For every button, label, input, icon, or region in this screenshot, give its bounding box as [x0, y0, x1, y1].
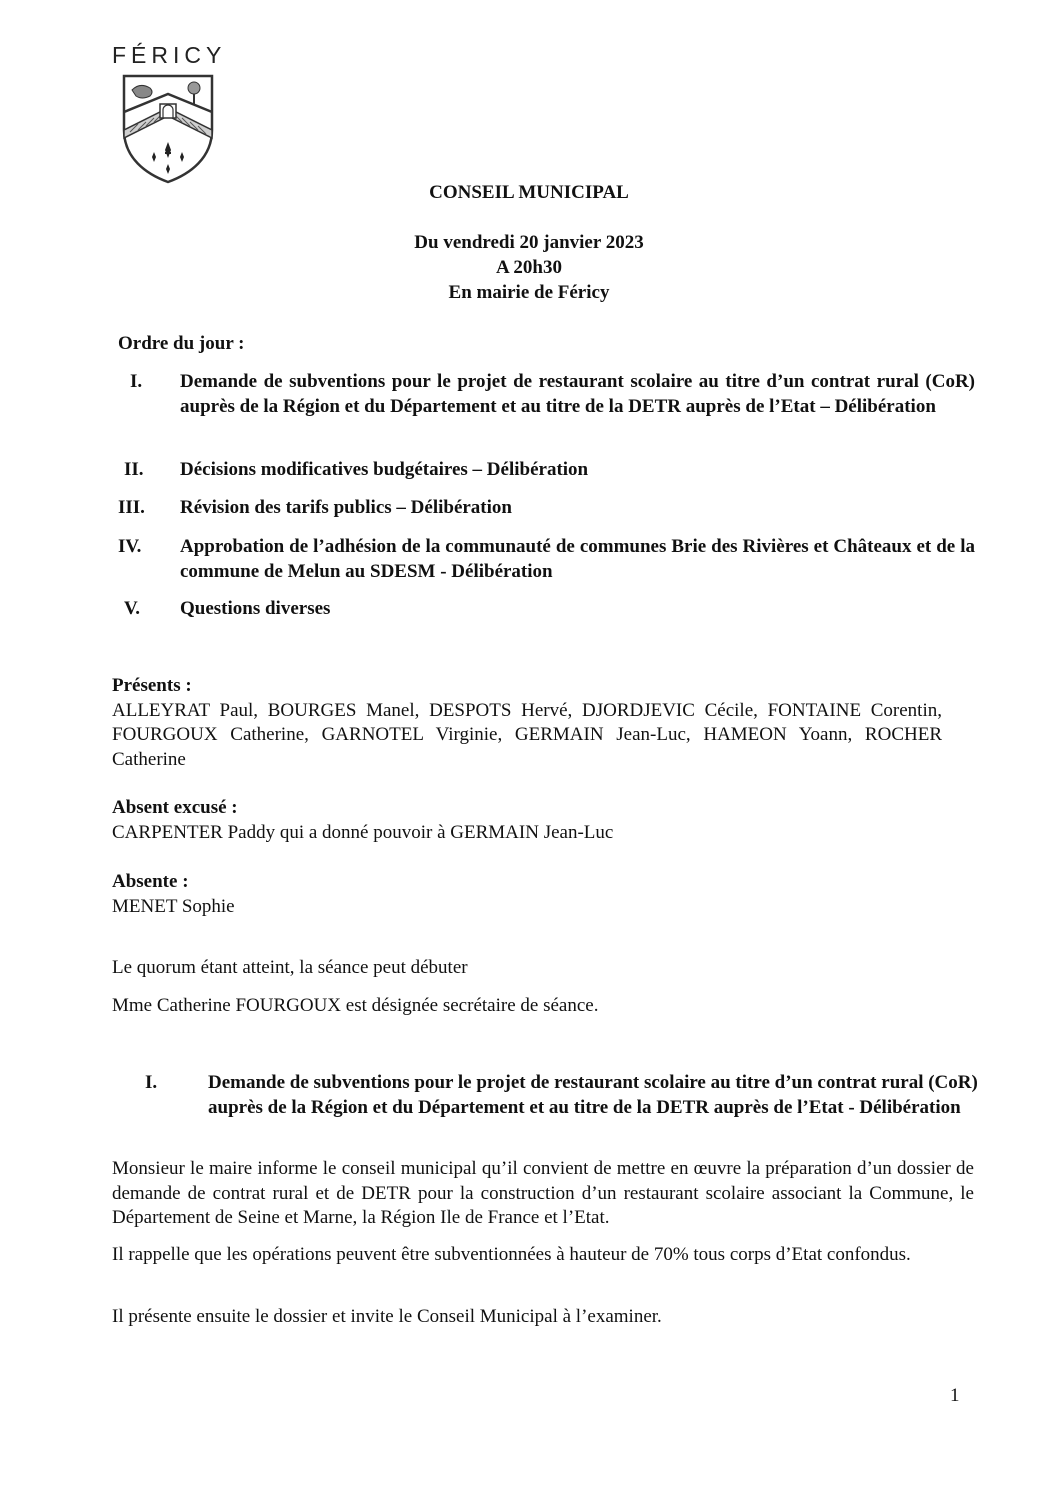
section-number: I.	[145, 1072, 158, 1093]
absent-names: MENET Sophie	[112, 895, 235, 917]
coat-of-arms-icon	[120, 72, 216, 184]
excused-names: CARPENTER Paddy qui a donné pouvoir à GERMAIN Jean-Luc	[112, 821, 614, 843]
meeting-date: Du vendredi 20 janvier 2023	[414, 232, 644, 253]
agenda-item-number: V.	[124, 598, 141, 619]
agenda-item-text: Révision des tarifs publics – Délibération	[180, 497, 512, 518]
meeting-time: A 20h30	[496, 257, 562, 278]
excused-label: Absent excusé :	[112, 797, 238, 818]
agenda-heading: Ordre du jour :	[118, 333, 245, 354]
quorum-text: Le quorum étant atteint, la séance peut débuter	[112, 957, 468, 978]
present-names: ALLEYRAT Paul, BOURGES Manel, DESPOTS Hervé, DJORDJEVIC Cécile, FONTAINE Corentin, FOURGOUX Catherine, GARNOTEL Virginie, GERMAIN Jean-Luc, HAMEON Yoann, ROCHER Catherine	[112, 699, 942, 770]
present-section	[112, 674, 942, 772]
section-title: Demande de subventions pour le projet de restaurant scolaire au titre d’un contrat rural (CoR) auprès de la Région et du Département et au titre de la DETR auprès de l’Etat - Délibération	[208, 1072, 978, 1118]
excused-section	[112, 796, 942, 845]
page-title: CONSEIL MUNICIPAL	[429, 182, 629, 203]
agenda-item-text: Approbation de l’adhésion de la communauté de communes Brie des Rivières et Châteaux et de la commune de Melun au SDESM - Délibération	[180, 536, 975, 582]
agenda-item-text: Questions diverses	[180, 598, 331, 619]
page-number: 1	[950, 1385, 960, 1406]
paragraph: Monsieur le maire informe le conseil municipal qu’il convient de mettre en œuvre la préparation d’un dossier de demande de contrat rural et de DETR pour la construction d’un restaurant scolaire associant la Commune, le Département de Seine et Marne, la Région Ile de France et l’Etat.	[112, 1158, 974, 1228]
agenda-item-text: Demande de subventions pour le projet de restaurant scolaire au titre d’un contrat rural (CoR) auprès de la Région et du Département et au titre de la DETR auprès de l’Etat – Délibération	[180, 371, 975, 417]
municipality-logo	[112, 42, 227, 184]
paragraph: Il présente ensuite le dossier et invite le Conseil Municipal à l’examiner.	[112, 1306, 662, 1327]
agenda-item-number: IV.	[118, 536, 142, 557]
agenda-item-text: Décisions modificatives budgétaires – Délibération	[180, 459, 589, 480]
meeting-place: En mairie de Féricy	[448, 282, 610, 303]
meeting-info	[0, 230, 1058, 305]
agenda-item-number: III.	[118, 497, 145, 518]
present-label: Présents :	[112, 675, 192, 696]
secretary-text: Mme Catherine FOURGOUX est désignée secrétaire de séance.	[112, 995, 599, 1016]
agenda-item-number: II.	[124, 459, 144, 480]
paragraph: Il rappelle que les opérations peuvent être subventionnées à hauteur de 70% tous corps d’Etat confondus.	[112, 1244, 911, 1265]
logo-wordmark: FÉRICY	[112, 42, 227, 68]
agenda-item-number: I.	[130, 371, 143, 392]
absent-label: Absente :	[112, 871, 189, 892]
absent-section	[112, 870, 942, 919]
